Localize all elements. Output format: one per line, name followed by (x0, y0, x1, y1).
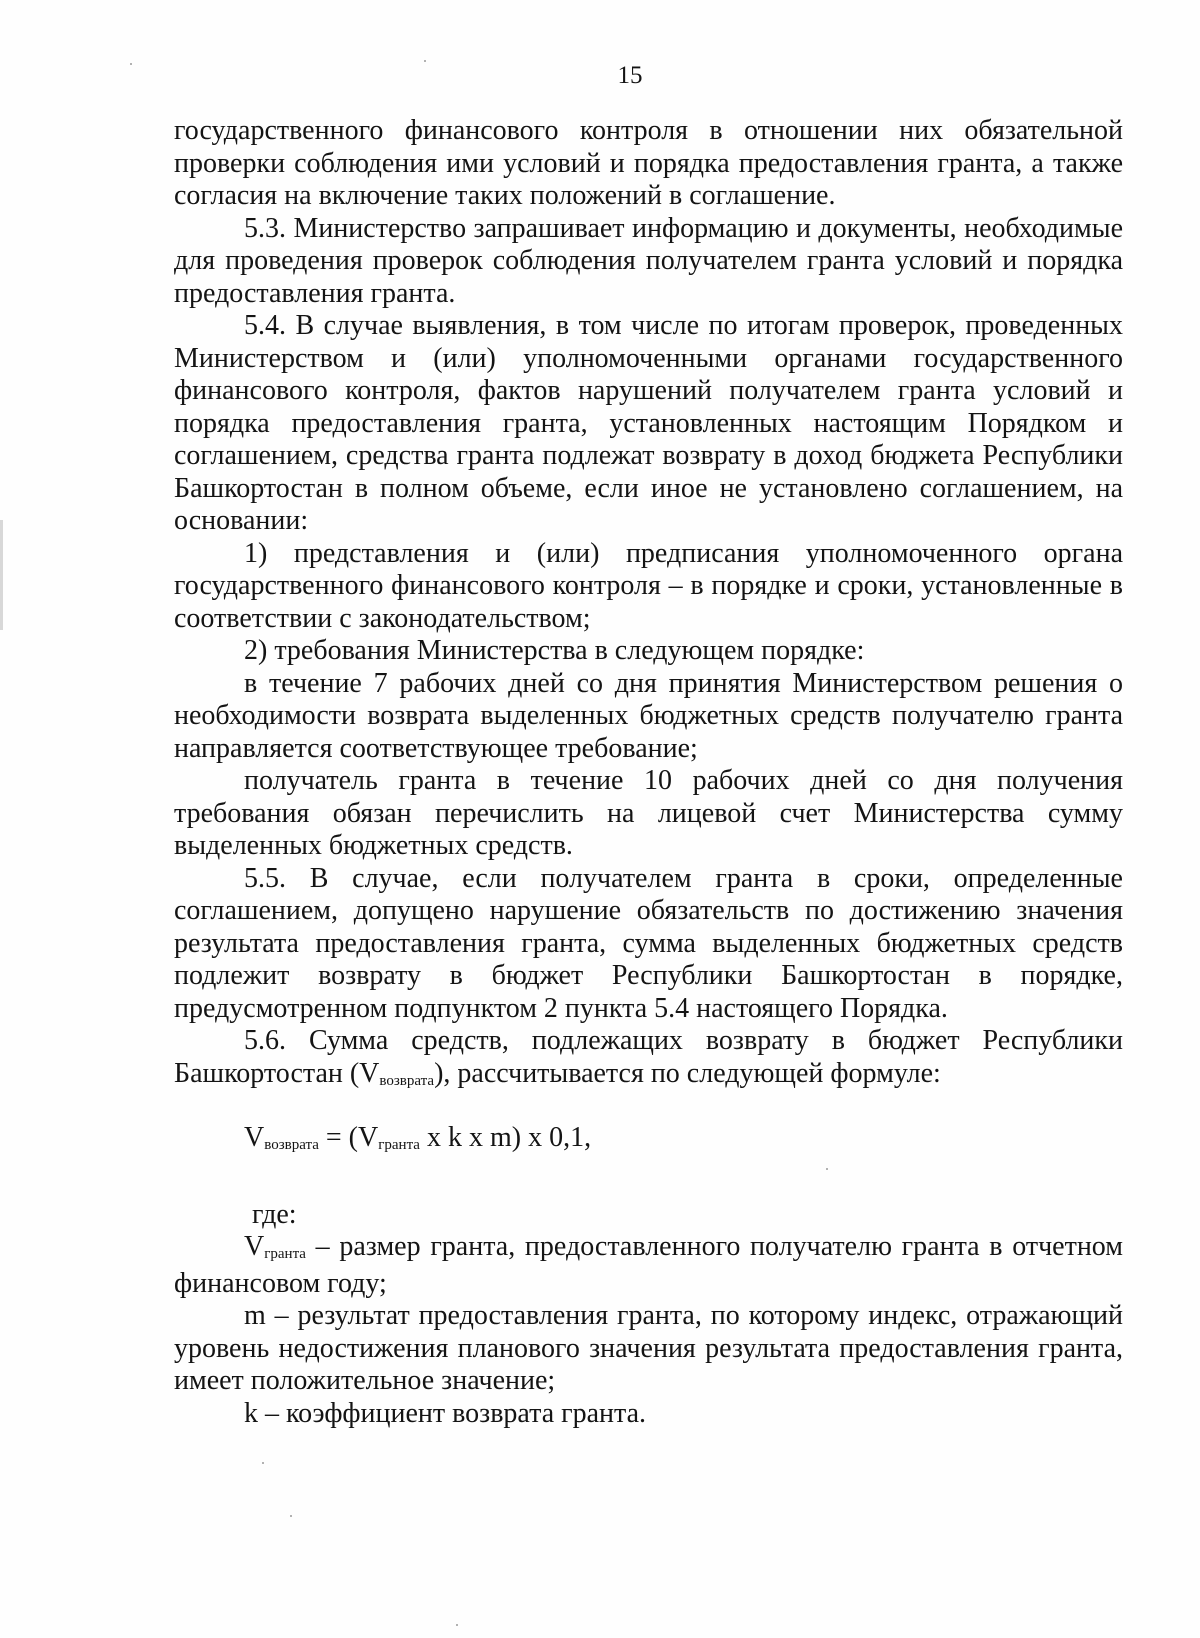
paragraph-5-5: 5.5. В случае, если получателем гранта в сроки, определенные соглашением, допущено нарушение обязательств по достижению значения результата предоставления гранта, сумма выделенных бюджетных средств подлежит возврату в бюджет Республики Башкортостан в порядке, предусмотренном подпунктом 2 пункта 5.4 настоящего Порядка. (174, 862, 1123, 1024)
scan-edge-mark (0, 520, 3, 630)
paragraph-5-3: 5.3. Министерство запрашивает информацию и документы, необходимые для проведения проверок соблюдения получателем гранта условий и порядка предоставления гранта. (174, 212, 1123, 309)
formula-lhs-subscript: возврата (264, 1137, 319, 1153)
definition-v-subscript: гранта (264, 1246, 306, 1262)
paragraph-5-4: 5.4. В случае выявления, в том числе по итогам проверок, проведенных Министерством и (или) уполномоченными органами государственного финансового контроля, фактов нарушений получателем гранта условий и порядка предоставления гранта, установленных настоящим Порядком и соглашением, средства гранта подлежат возврату в доход бюджета Республики Башкортостан в полном объеме, если иное не установлено соглашением, на основании: (174, 310, 1123, 536)
definition-v-grant (174, 1231, 1123, 1300)
formula-eq-open: = (V (318, 1122, 379, 1153)
paragraph-5-4-item-2: 2) требования Министерства в следующем порядке: (244, 635, 865, 666)
scan-speck (456, 1624, 458, 1626)
paragraph-requirement-term: в течение 7 рабочих дней со дня принятия Министерством решения о необходимости возврата выделенных бюджетных средств получателю гранта направляется соответствующее требование; (174, 667, 1123, 764)
scan-speck (262, 1462, 264, 1464)
return-formula (244, 1122, 1123, 1159)
subscript-vozvrata: возврата (379, 1072, 435, 1089)
definition-m: m – результат предоставления гранта, по которому индекс, отражающий уровень недостижения планового значения результата предоставления гранта, имеет положительное значение; (174, 1300, 1123, 1396)
paragraph-continuation: государственного финансового контроля в отношении них обязательной проверки соблюдения ими условий и порядка предоставления гранта, а также согласия на включение таких положений в соглашение. (174, 115, 1123, 211)
definition-v-text: – размер гранта, предоставленного получателю гранта в отчетном финансовом году; (174, 1231, 1123, 1299)
formula-grant-subscript: гранта (378, 1137, 420, 1153)
formula-rest: x k x m) x 0,1, (419, 1122, 592, 1153)
paragraph-recipient-obligation: получатель гранта в течение 10 рабочих дней со дня получения требования обязан перечислить на лицевой счет Министерства сумму выделенных бюджетных средств. (174, 765, 1123, 861)
paragraph-5-6-text: 5.6. Сумма средств, подлежащих возврату в бюджет Республики Башкортостан (V (174, 1025, 1123, 1089)
document-body (174, 115, 1123, 1430)
paragraph-5-6-text-end: ), рассчитывается по следующей формуле: (434, 1057, 941, 1089)
definition-k: k – коэффициент возврата гранта. (244, 1397, 647, 1429)
where-label: где: (252, 1198, 297, 1230)
definition-v-symbol: V (244, 1231, 265, 1262)
page-number: 15 (617, 62, 643, 89)
formula-lhs: V (244, 1122, 265, 1153)
scan-speck (290, 1515, 292, 1517)
paragraph-5-6 (174, 1025, 1123, 1094)
paragraph-5-4-item-1: 1) представления и (или) предписания уполномоченного органа государственного финансового контроля – в порядке и сроки, установленные в соответствии с законодательством; (174, 537, 1123, 634)
